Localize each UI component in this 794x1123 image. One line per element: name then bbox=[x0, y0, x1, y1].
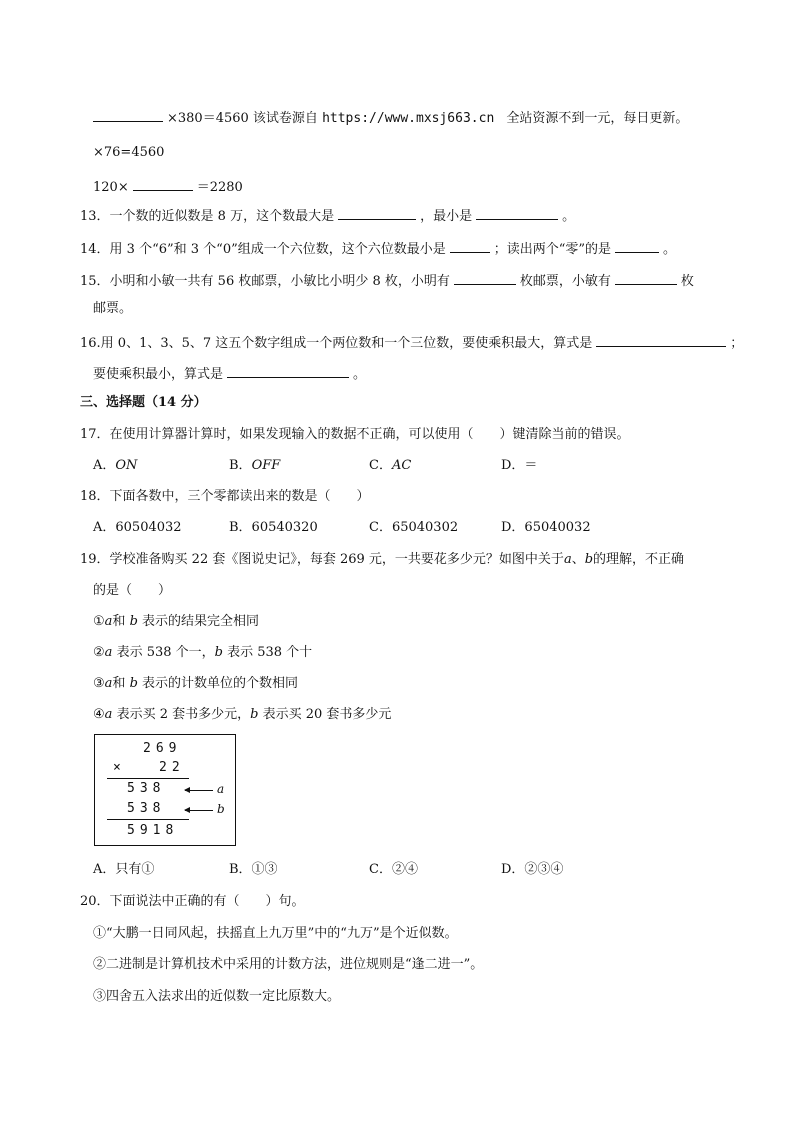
watermark-note: 全站资源不到一元，每日更新。 bbox=[506, 111, 689, 126]
fill-line-2: ×76=4560 bbox=[93, 145, 165, 160]
answer-blank[interactable] bbox=[133, 176, 193, 191]
multiplier: 22 bbox=[159, 760, 185, 775]
question-19: 19．学校准备购买 22 套《图说史记》，每套 269 元，一共要花多少元？如图中关于a、b的理解，不正确 bbox=[80, 552, 685, 567]
product: 5918 bbox=[127, 823, 179, 838]
answer-blank[interactable] bbox=[615, 238, 659, 253]
rule-line bbox=[107, 819, 189, 820]
option-a[interactable]: A．只有① bbox=[93, 862, 155, 877]
answer-blank[interactable] bbox=[338, 205, 416, 220]
question-18: 18．下面各数中，三个零都读出来的数是（ ） bbox=[80, 489, 370, 504]
question-19-cont: 的是（ ） bbox=[93, 583, 172, 598]
rule-line bbox=[107, 778, 189, 779]
question-14: 14．用 3 个“6”和 3 个“0”组成一个六位数，这个六位数最小是 ；读出两个“零”的是 。 bbox=[80, 238, 676, 259]
answer-blank[interactable] bbox=[476, 205, 558, 220]
option-c[interactable]: C．②④ bbox=[369, 862, 418, 877]
question-16: 16.用 0、1、3、5、7 这五个数字组成一个两位数和一个三位数，要使乘积最大，算式是 ； bbox=[80, 332, 743, 353]
arrow-a bbox=[185, 790, 213, 791]
answer-blank[interactable] bbox=[450, 238, 490, 253]
section-heading: 三、选择题（14 分） bbox=[80, 395, 207, 410]
question-16-cont: 要使乘积最小，算式是 。 bbox=[93, 363, 366, 384]
question-15-cont: 邮票。 bbox=[93, 301, 133, 316]
option-b[interactable]: B．①③ bbox=[229, 862, 278, 877]
option-d[interactable]: D．②③④ bbox=[501, 862, 564, 877]
multiplication-figure bbox=[94, 734, 236, 846]
statement-3: ③四舍五入法求出的近似数一定比原数大。 bbox=[93, 989, 341, 1004]
question-13: 13．一个数的近似数是 8 万，这个数最大是 ，最小是 。 bbox=[80, 205, 575, 226]
partial-product-b: 538 bbox=[127, 801, 166, 816]
partial-product-a: 538 bbox=[127, 781, 166, 796]
option-d[interactable]: D．＝ bbox=[501, 458, 538, 473]
multiplicand: 269 bbox=[143, 741, 182, 756]
label-b: b bbox=[217, 802, 225, 816]
option-c[interactable]: C．AC bbox=[369, 458, 412, 473]
answer-blank[interactable] bbox=[454, 270, 516, 285]
statement-2: ②a 表示 538 个一，b 表示 538 个十 bbox=[93, 645, 313, 660]
source-url[interactable]: https://www.mxsj663.cn bbox=[322, 111, 495, 126]
option-b[interactable]: B．60540320 bbox=[229, 520, 318, 535]
times-sign: × bbox=[113, 760, 126, 775]
option-a[interactable]: A．60504032 bbox=[93, 520, 182, 535]
question-17: 17．在使用计算器计算时，如果发现输入的数据不正确，可以使用（ ）键清除当前的错误。 bbox=[80, 427, 630, 442]
arrow-b bbox=[185, 810, 213, 811]
label-a: a bbox=[217, 782, 225, 796]
option-b[interactable]: B．OFF bbox=[229, 458, 281, 473]
statement-1: ①a和 b 表示的结果完全相同 bbox=[93, 614, 260, 629]
option-d[interactable]: D．65040032 bbox=[501, 520, 591, 535]
fill-line-3: 120× ＝2280 bbox=[93, 176, 243, 197]
question-20: 20．下面说法中正确的有（ ）句。 bbox=[80, 894, 305, 909]
statement-4: ④a 表示买 2 套书多少元，b 表示买 20 套书多少元 bbox=[93, 707, 392, 722]
option-a[interactable]: A．ON bbox=[93, 458, 138, 473]
statement-3: ③a和 b 表示的计数单位的个数相同 bbox=[93, 676, 299, 691]
fill-line-1: ×380＝4560 该试卷源自 https://www.mxsj663.cn 全站资源不到一元，每日更新。 bbox=[93, 107, 688, 128]
statement-2: ②二进制是计算机技术中采用的计数方法，进位规则是“逢二进一”。 bbox=[93, 957, 484, 972]
answer-blank[interactable] bbox=[596, 332, 726, 347]
option-c[interactable]: C．65040302 bbox=[369, 520, 459, 535]
answer-blank[interactable] bbox=[93, 107, 163, 122]
question-15: 15．小明和小敏一共有 56 枚邮票，小敏比小明少 8 枚，小明有 枚邮票，小敏有 枚 bbox=[80, 270, 694, 291]
statement-1: ①“大鹏一日同风起，扶摇直上九万里”中的“九万”是个近似数。 bbox=[93, 926, 458, 941]
answer-blank[interactable] bbox=[227, 363, 349, 378]
answer-blank[interactable] bbox=[615, 270, 677, 285]
